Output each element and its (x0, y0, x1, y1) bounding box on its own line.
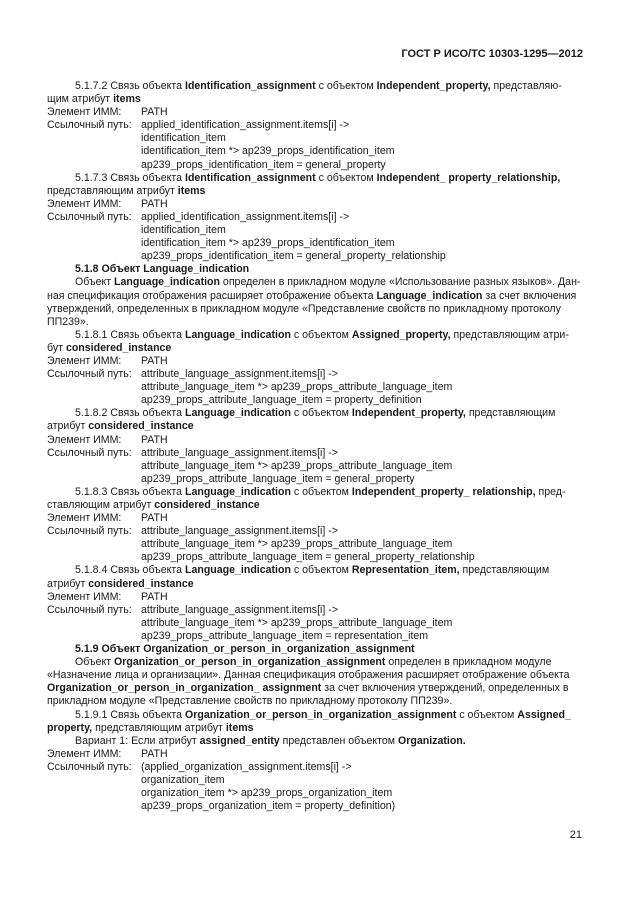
element-row: Элемент ИММ: PATH (47, 106, 168, 119)
clause-5-1-8-2: 5.1.8.2 Связь объекта Language_indication с объектом Independent_property, представляющим (75, 407, 556, 420)
variant-1: Вариант 1: Если атрибут assigned_entity представлен объектом Organization. (75, 734, 466, 747)
ref-path-row: Ссылочный путь: attribute_language_assignment.items[i] -> (47, 446, 338, 459)
ref-path-row: Ссылочный путь: attribute_language_assignment.items[i] -> (47, 525, 338, 538)
clause-5-1-9-1: 5.1.9.1 Связь объекта Organization_or_person_in_organization_assignment с объектом Assigned_ (75, 708, 571, 721)
element-row: Элемент ИММ: PATH (47, 512, 168, 525)
clause-5-1-8-1: 5.1.8.1 Связь объекта Language_indication с объектом Assigned_property, представляющим атри- (75, 328, 569, 341)
paragraph-5-1-9: Объект Organization_or_person_in_organization_assignment определен в прикладном модуле (75, 656, 552, 669)
element-row: Элемент ИММ: PATH (47, 354, 168, 367)
clause-5-1-7-3: 5.1.7.3 Связь объекта Identification_assignment с объектом Independent_ property_relationship, (75, 171, 561, 184)
section-heading-5-1-8: 5.1.8 Объект Language_indication (75, 263, 250, 276)
element-row: Элемент ИММ: PATH (47, 747, 168, 760)
ref-path-row: Ссылочный путь: (applied_organization_assignment.items[i] -> (47, 760, 352, 773)
ref-path-row: Ссылочный путь: attribute_language_assignment.items[i] -> (47, 368, 338, 381)
page-number: 21 (569, 829, 582, 841)
section-heading-5-1-9: 5.1.9 Объект Organization_or_person_in_organization_assignment (75, 643, 415, 656)
element-row: Элемент ИММ: PATH (47, 433, 168, 446)
clause-5-1-8-4: 5.1.8.4 Связь объекта Language_indication с объектом Representation_item, представляющим (75, 564, 550, 577)
element-row: Элемент ИММ: PATH (47, 590, 168, 603)
document-header: ГОСТ Р ИСО/ТС 10303-1295—2012 (401, 48, 583, 60)
page-body: 5.1.7.2 Связь объекта Identification_assignment с объектом Independent_property, представляю- щим атрибут items Элемент ИММ: PATH Ссылочный путь: applied_identification_assignment.items[i] -> identification_item identification_item *> ap239_props_identification_item ap239_props_identification_item = general_property 5.1.7.3 Связь объекта Identification_assignment с объектом Independent_ property_relationship, представляющим атрибут items Элемент ИММ: PATH Ссылочный путь: applied_identification_assignment.items[i] -> identification_item identification_item *> ap239_props_identification_item ap239_props_identification_item = general_property_relationship 5.1.8 Объект Language_indication Объект Language_indication определен в прикладном модуле «Использование разных языков». Дан- ная спецификация отображения расширяет отображение объекта Language_indication за счет включения утверждений, определенных в прикладном модуле «Представление свойств по прикладному протоколу ПП239». 5.1.8.1 Связь объекта Language_indication с объектом Assigned_property, представляющим атри- бут considered_instance Элемент ИММ: PATH Ссылочный путь: attribute_language_assignment.items[i] -> attribute_language_item *> ap239_props_attribute_language_item ap239_props_attribute_language_item = property_definition 5.1.8.2 Связь объекта Language_indication с объектом Independent_property, представляющим атрибут considered_instance Элемент ИММ: PATH Ссылочный путь: attribute_language_assignment.items[i] -> attribute_language_item *> ap239_props_attribute_language_item ap239_props_attribute_language_item = general_property 5.1.8.3 Связь объекта Language_indication с объектом Independent_property_ relationship, пред- ставляющим атрибут considered_instance Элемент ИММ: PATH Ссылочный путь: attribute_language_assignment.items[i] -> attribute_language_item *> ap239_props_attribute_language_item ap239_props_attribute_language_item = general_property_relationship 5.1.8.4 Связь объекта Language_indication с объектом Representation_item, представляющим атрибут considered_instance Элемент ИММ: PATH Ссылочный путь: attribute_language_assignment.items[i] -> attribute_language_item *> ap239_props_attribute_language_item ap239_props_attribute_language_item = representation_item 5.1.9 Объект Organization_or_person_in_organization_assignment Объект Organization_or_person_in_organization_assignment определен в прикладном модуле «Назначение лица и организации». Данная спецификация отображения расширяет отображение объекта Organization_or_person_in_organization_ assignment за счет включения утверждений, определенных в прикладном модуле «Представление свойств по прикладному протоколу ПП239». 5.1.9.1 Связь объекта Organization_or_person_in_organization_assignment с объектом Assigned_ property, представляющим атрибут items Вариант 1: Если атрибут assigned_entity представлен объектом Organization. Элемент ИММ: PATH Ссылочный путь: (applied_organization_assignment.items[i] -> organization_item organization_item *> ap239_props_organization_item ap239_props_organization_item = property_definition) (47, 80, 583, 813)
element-row: Элемент ИММ: PATH (47, 197, 168, 210)
paragraph-5-1-8: Объект Language_indication определен в прикладном модуле «Использование разных языков». Дан- (75, 276, 581, 289)
ref-path-row: Ссылочный путь: attribute_language_assignment.items[i] -> (47, 603, 338, 616)
ref-path-row: Ссылочный путь: applied_identification_assignment.items[i] -> (47, 210, 350, 223)
clause-5-1-7-2: 5.1.7.2 Связь объекта Identification_assignment с объектом Independent_property, представляю- (75, 80, 562, 92)
ref-path-row: Ссылочный путь: applied_identification_assignment.items[i] -> (47, 119, 350, 132)
clause-5-1-8-3: 5.1.8.3 Связь объекта Language_indication с объектом Independent_property_ relationship, пред- (75, 485, 566, 498)
